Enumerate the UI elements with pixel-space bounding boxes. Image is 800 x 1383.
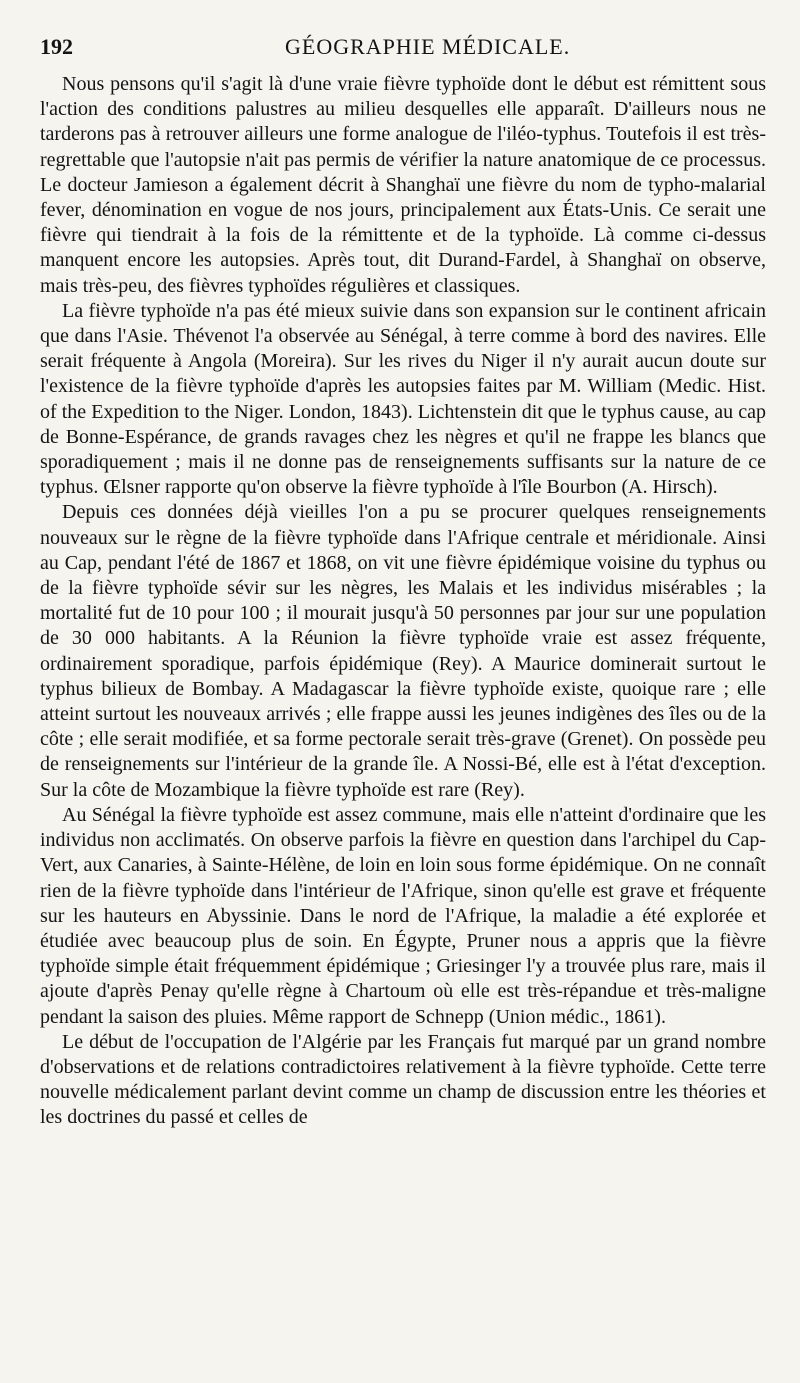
paragraph: Le début de l'occupation de l'Algérie par les Français fut marqué par un grand nombre d'observations et de relations contradictoires relativement à la fièvre typhoïde. Cette terre nouvelle médicalement parlant devint comme un champ de discussion entre les théories et les doctrines du passé et celles de (40, 1030, 766, 1129)
page-header (40, 30, 760, 70)
paragraph: Nous pensons qu'il s'agit là d'une vraie fièvre typhoïde dont le début est rémittent sous l'action des conditions palustres au milieu desquelles elle apparaît. D'ailleurs nous ne tarderons pas à retrouver ailleurs une forme analogue de l'iléo-typhus. Toutefois il est très-regrettable que l'autopsie n'ait pas permis de vérifier la nature anatomique de ce processus. Le docteur Jamieson a également décrit à Shanghaï une fièvre du nom de typho-malarial fever, dénomination en vogue de nos jours, principalement aux États-Unis. Ce serait une fièvre qui tiendrait à la fois de la rémittente et de la typhoïde. Là comme ci-dessus manquent encore les autopsies. Après tout, dit Durand-Fardel, à Shanghaï on observe, mais très-peu, des fièvres typhoïdes régulières et classiques. (40, 73, 766, 297)
paragraph: La fièvre typhoïde n'a pas été mieux suivie dans son expansion sur le continent africain que dans l'Asie. Thévenot l'a observée au Sénégal, à terre comme à bord des navires. Elle serait fréquente à Angola (Moreira). Sur les rives du Niger il n'y aurait aucun doute sur l'existence de la fièvre typhoïde d'après les autopsies faites par M. William (Medic. Hist. of the Expedition to the Niger. London, 1843). Lichtenstein dit que le typhus cause, au cap de Bonne-Espérance, de grands ravages chez les nègres et qu'il ne frappe les blancs que sporadiquement ; mais il ne donne pas de renseignements suffisants sur la nature de ce typhus. Œlsner rapporte qu'on observe la fièvre typhoïde à l'île Bourbon (A. Hirsch). (40, 299, 766, 499)
paragraph: Au Sénégal la fièvre typhoïde est assez commune, mais elle n'atteint d'ordinaire que les individus non acclimatés. On observe parfois la fièvre en question dans l'archipel du Cap-Vert, aux Canaries, à Sainte-Hélène, de loin en loin sous forme épidémique. On ne connaît rien de la fièvre typhoïde dans l'intérieur de l'Afrique, sinon qu'elle est grave et fréquente sur les hauteurs en Abyssinie. Dans le nord de l'Afrique, la maladie a été explorée et étudiée avec beaucoup plus de soin. En Égypte, Pruner nous a appris que la fièvre typhoïde simple était fréquemment épidémique ; Griesinger l'y a trouvée plus rare, mais il ajoute d'après Penay qu'elle règne à Chartoum où elle est très-répandue et très-maligne pendant la saison des pluies. Même rapport de Schnepp (Union médic., 1861). (40, 803, 766, 1028)
body-text (40, 72, 766, 1131)
running-title: GÉOGRAPHIE MÉDICALE. (285, 34, 571, 59)
page-number: 192 (40, 34, 73, 59)
paragraph: Depuis ces données déjà vieilles l'on a pu se procurer quelques renseignements nouveaux sur le règne de la fièvre typhoïde dans l'Afrique centrale et méridionale. Ainsi au Cap, pendant l'été de 1867 et 1868, on vit une fièvre épidémique voisine du typhus ou de la fièvre typhoïde sévir sur les nègres, les Malais et les individus misérables ; la mortalité fut de 10 pour 100 ; il mourait jusqu'à 50 personnes par jour sur une population de 30 000 habitants. A la Réunion la fièvre typhoïde vraie est assez fréquente, ordinairement sporadique, parfois épidémique (Rey). A Maurice dominerait surtout le typhus bilieux de Bombay. A Madagascar la fièvre typhoïde existe, quoique rare ; elle atteint surtout les nouveaux arrivés ; elle frappe aussi les jeunes indigènes des îles ou de la côte ; elle serait modifiée, et sa forme pectorale serait très-grave (Grenet). On possède peu de renseignements sur l'intérieur de la grande île. A Nossi-Bé, elle est à l'état d'exception. Sur la côte de Mozambique la fièvre typhoïde est rare (Rey). (40, 501, 766, 801)
